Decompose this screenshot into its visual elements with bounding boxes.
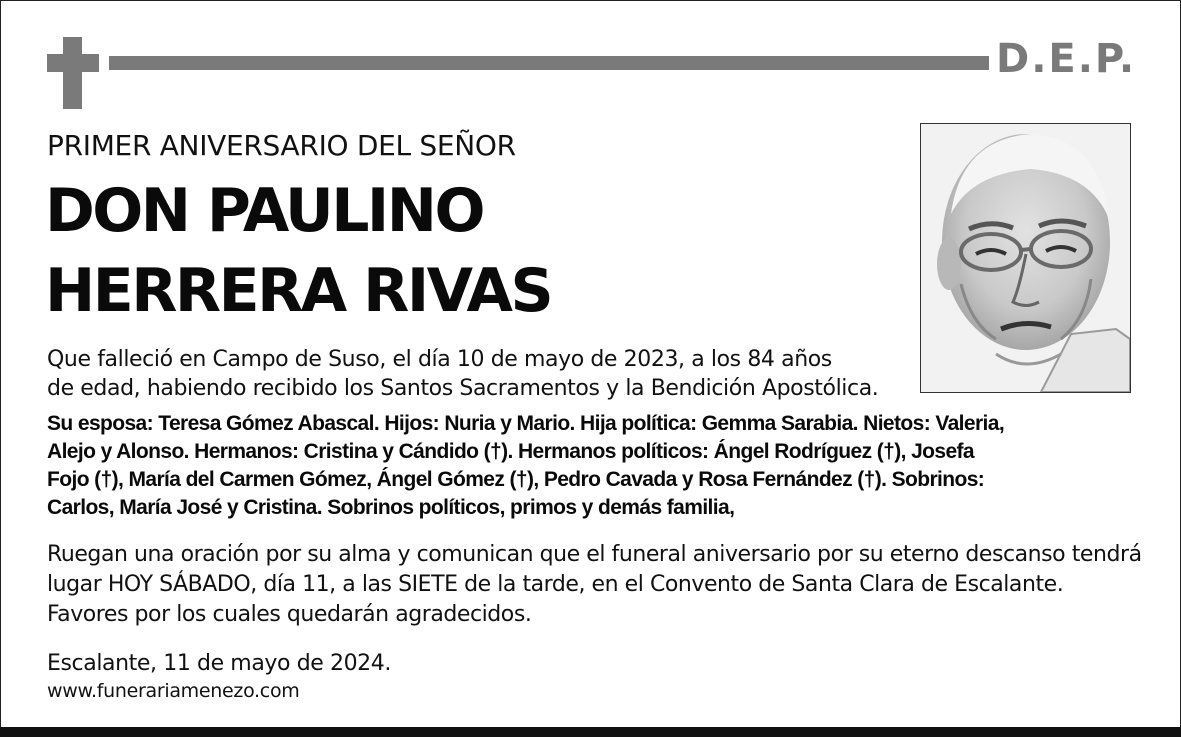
deceased-name-line-2: HERRERA RIVAS (45, 256, 552, 326)
family-paragraph (47, 410, 1137, 522)
family-line: Carlos, María José y Cristina. Sobrinos políticos, primos y demás familia, (47, 496, 735, 519)
portrait-photo-image (921, 124, 1130, 392)
cross-icon (63, 37, 82, 109)
family-line: Su esposa: Teresa Gómez Abascal. Hijos: Nuria y Mario. Hija política: Gemma Sarabia. Nietos: Valeria, (47, 412, 1005, 435)
prayer-line: lugar HOY SÁBADO, día 11, a las SIETE de la tarde, en el Convento de Santa Clara de Escalante. (47, 572, 1064, 597)
bottom-border-bar (0, 727, 1181, 737)
prayer-line: Ruegan una oración por su alma y comunican que el funeral aniversario por su eterno descanso tendrá (47, 542, 1142, 567)
family-line: Alejo y Alonso. Hermanos: Cristina y Cándido (†). Hermanos políticos: Ángel Rodríguez (†), Josefa (47, 440, 975, 463)
anniversary-subtitle: PRIMER ANIVERSARIO DEL SEÑOR (47, 129, 516, 162)
intro-line: de edad, habiendo recibido los Santos Sacramentos y la Bendición Apostólica. (47, 376, 879, 401)
family-line: Fojo (†), María del Carmen Gómez, Ángel Gómez (†), Pedro Cavada y Rosa Fernández (†). Sobrinos: (47, 468, 985, 491)
prayer-paragraph (47, 540, 1147, 630)
deceased-name-line-1: DON PAULINO (45, 176, 483, 246)
intro-paragraph (47, 345, 907, 403)
funeral-home-website: www.funerariamenezo.com (47, 680, 300, 702)
prayer-line: Favores por los cuales quedarán agradecidos. (47, 602, 532, 627)
cross-icon-arm (47, 54, 99, 72)
dep-label: D.E.P. (996, 36, 1137, 82)
place-and-date: Escalante, 11 de mayo de 2024. (47, 651, 391, 676)
intro-line: Que falleció en Campo de Suso, el día 10 de mayo de 2023, a los 84 años (47, 347, 832, 372)
portrait-photo (920, 123, 1131, 393)
header-divider-line (109, 56, 989, 70)
